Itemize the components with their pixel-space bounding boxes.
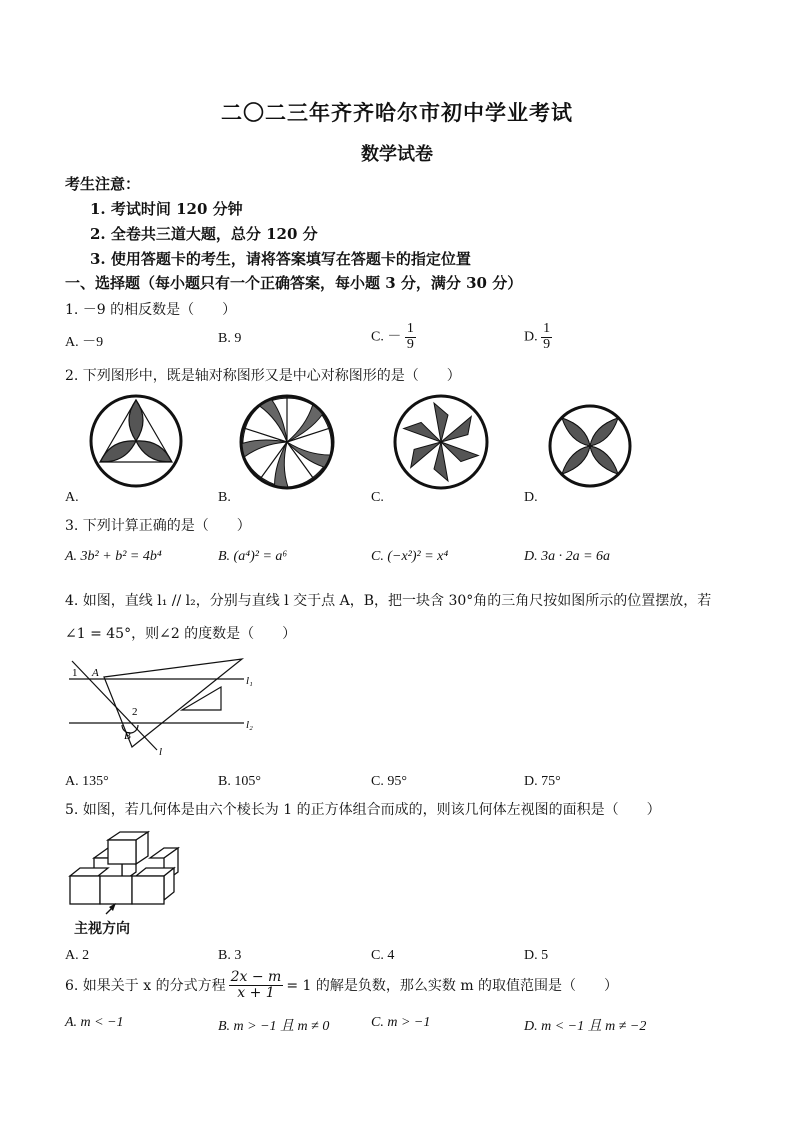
label-point-b: B [124,730,131,742]
exam-subtitle: 数学试卷 [361,144,433,165]
q4-option-b: B. 105° [218,774,261,789]
q5-option-a: A. 2 [65,948,90,963]
q3-option-d: D. 3a · 2a = 6a [524,549,611,564]
q1-c-label: C. － [371,329,402,345]
q2-figure-d [548,404,632,488]
label-angle-2: 2 [132,706,138,718]
q2-figure-a [88,393,184,489]
q4-option-d: D. 75° [524,774,561,789]
section1-heading: 一、选择题（每小题只有一个正确答案，每小题 3 分，满分 30 分） [65,274,523,292]
notice-item-3: 3. 使用答题卡的考生，请将答案填写在答题卡的指定位置 [90,250,471,268]
q2-figure-b [238,393,336,491]
q6-stem [65,970,618,1000]
q2-label-d: D. [524,490,538,505]
q5-option-c: C. 4 [371,948,395,963]
q3-stem: 3. 下列计算正确的是（ ） [65,518,251,534]
triangle-ruler-inner [182,687,221,710]
q6-frac-den: x + 1 [237,984,275,1001]
q1-c-fraction [405,322,416,352]
q6-fraction [229,970,284,1000]
q2-label-b: B. [218,490,231,505]
q4-option-a: A. 135° [65,774,109,789]
q6-stem-pre: 6. 如果关于 x 的分式方程 [65,978,226,995]
q3-option-a: A. 3b² + b² = 4b⁴ [65,549,162,564]
q6-option-a: A. m < −1 [65,1015,124,1030]
q1-d-label: D. [524,329,538,345]
q5-figure [66,828,181,916]
q1-c-den: 9 [406,336,414,352]
q4-stem-line1: 4. 如图，直线 l₁ // l₂，分别与直线 l 交于点 A，B，把一块含 30°角的三角尺按如图所示的位置摆放，若 [65,593,712,609]
q5-stem: 5. 如图，若几何体是由六个棱长为 1 的正方体组合而成的，则该几何体左视图的面积是（ ） [65,802,661,818]
q2-label-a: A. [65,490,79,505]
label-point-a: A [92,667,99,679]
notice-item-2: 2. 全卷共三道大题，总分 120 分 [90,225,318,243]
q6-stem-post: = 1 的解是负数，那么实数 m 的取值范围是（ ） [286,978,619,995]
q2-label-c: C. [371,490,384,505]
q5-caption: 主视方向 [74,921,130,937]
q3-option-c: C. (−x²)² = x⁴ [371,549,449,564]
q4-option-c: C. 95° [371,774,407,789]
q6-option-c: C. m > −1 [371,1015,431,1030]
notice-item-1: 1. 考试时间 120 分钟 [90,200,243,218]
label-line-l2: l₂ [246,719,253,731]
q5-option-b: B. 3 [218,948,242,963]
q1-option-d [524,322,552,352]
q6-option-b: B. m > −1 且 m ≠ 0 [218,1019,330,1034]
q4-figure [64,655,274,765]
q3-option-b: B. (a⁴)² = a⁶ [218,549,288,564]
label-line-l: l [159,746,163,758]
q6-frac-num: 2x − m [230,969,282,985]
q2-figure-c [392,393,490,491]
label-angle-1: 1 [72,667,78,679]
q1-c-num: 1 [406,321,414,336]
notice-heading: 考生注意： [65,175,141,193]
q1-stem: 1. －9 的相反数是（ ） [65,302,237,318]
q4-stem-line2: ∠1 = 45°，则∠2 的度数是（ ） [65,626,297,642]
q1-d-den: 9 [543,336,551,352]
q1-option-a: A. －9 [65,335,104,350]
q1-option-b: B. 9 [218,331,242,346]
q1-option-c [371,322,416,352]
label-line-l1: l₁ [246,675,253,687]
q5-option-d: D. 5 [524,948,549,963]
q1-d-fraction [541,322,552,352]
q6-option-d: D. m < −1 且 m ≠ −2 [524,1019,647,1034]
q2-stem: 2. 下列图形中，既是轴对称图形又是中心对称图形的是（ ） [65,368,461,384]
q1-d-num: 1 [543,321,551,336]
exam-title: 二〇二三年齐齐哈尔市初中学业考试 [221,100,573,125]
